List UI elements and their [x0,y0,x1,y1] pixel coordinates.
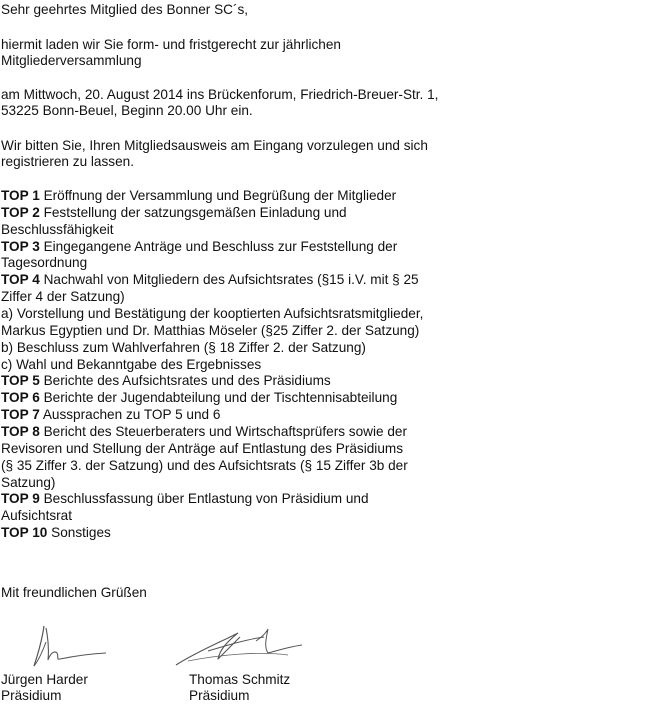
agenda-item-text: Revisoren und Stellung der Anträge auf Entlastung des Präsidiums [1,440,404,456]
date-place-line-2: 53225 Bonn-Beuel, Beginn 20.00 Uhr ein. [1,103,253,118]
agenda-item-text: Tagesordnung [1,255,88,271]
agenda-item-number: TOP 6 [1,390,40,406]
agenda-item-number: TOP 7 [1,407,40,423]
intro-line-1: hiermit laden wir Sie form- und fristgerecht zur jährlichen [1,37,341,52]
agenda-line [1,205,347,222]
agenda-item-text: Satzung) [1,474,56,490]
agenda-item-text: Feststellung der satzungsgemäßen Einladung und [39,204,347,220]
agenda-line [1,475,55,492]
agenda-item-number: TOP 8 [1,423,40,439]
signatory-name-2: Thomas Schmitz [189,672,291,687]
agenda-item-text: Beschlussfähigkeit [1,221,114,237]
agenda-item-text: c) Wahl und Bekanntgabe des Ergebnisses [1,356,262,372]
agenda-item-text: (§ 35 Ziffer 3. der Satzung) und des Aufsichtsrats (§ 15 Ziffer 3b der [1,457,408,473]
closing-greeting: Mit freundlichen Grüßen [1,585,147,600]
agenda-line [1,306,423,323]
agenda-line [1,340,366,357]
agenda-line [1,424,407,441]
agenda-item-text: Beschlussfassung über Entlastung von Präsidium und [39,491,369,507]
agenda-item-text: a) Vorstellung und Bestätigung der kooptierten Aufsichtsratsmitglieder, [1,306,424,321]
agenda-item-text: Aufsichtsrat [1,508,73,524]
agenda-line [1,272,419,289]
agenda-item-number: TOP 10 [1,525,48,540]
agenda-line [1,491,369,508]
agenda-item-number: TOP 3 [1,238,40,254]
agenda-line [1,255,87,272]
intro-line-2: Mitgliederversammlung [1,53,142,68]
agenda-line [1,239,397,256]
agenda-item-text: Berichte des Aufsichtsrates und des Präsidiums [39,373,331,389]
agenda-line [1,323,419,340]
agenda-item-text: Nachwahl von Mitgliedern des Aufsichtsrates (§15 i.V. mit § 25 [39,272,419,288]
agenda-line [1,390,397,407]
agenda-line [1,458,408,475]
agenda-item-text: Berichte der Jugendabteilung und der Tischtennisabteilung [39,390,398,406]
agenda-line [1,222,114,239]
agenda-item-text: Markus Egyptien und Dr. Matthias Möseler (§25 Ziffer 2. der Satzung) [1,322,420,338]
agenda-line [1,508,72,525]
agenda-line [1,289,125,306]
agenda-item-number: TOP 9 [1,491,40,507]
agenda-item-text: Ziffer 4 der Satzung) [1,289,125,305]
agenda-line [1,441,403,458]
signatory-role-1: Präsidium [1,688,62,703]
agenda-line [1,373,331,390]
request-line-2: registrieren zu lassen. [1,154,134,169]
agenda-item-text: Eingegangene Anträge und Beschluss zur Feststellung der [39,238,398,254]
agenda-line [1,407,220,424]
agenda-item-number: TOP 2 [1,204,40,220]
signatory-name-1: Jürgen Harder [1,672,88,687]
signature-thomas-schmitz [168,625,308,669]
agenda-line [1,357,261,374]
signatory-role-2: Präsidium [189,688,250,703]
signature-juergen-harder [30,620,110,672]
date-place-line-1: am Mittwoch, 20. August 2014 ins Brückenforum, Friedrich-Breuer-Str. 1, [1,87,439,102]
agenda-line [1,188,396,205]
agenda-item-text: Bericht des Steuerberaters und Wirtschaftsprüfers sowie der [39,423,407,439]
agenda-line [1,525,111,542]
salutation: Sehr geehrtes Mitglied des Bonner SC´s, [1,2,249,17]
agenda-item-text: Eröffnung der Versammlung und Begrüßung der Mitglieder [39,188,397,203]
request-line-1: Wir bitten Sie, Ihren Mitgliedsausweis am Eingang vorzulegen und sich [1,138,428,153]
agenda-item-text: Sonstiges [47,525,111,540]
agenda-item-text: b) Beschluss zum Wahlverfahren (§ 18 Ziffer 2. der Satzung) [1,339,366,355]
agenda-item-number: TOP 1 [1,188,40,203]
agenda-item-number: TOP 4 [1,272,40,288]
agenda-item-text: Aussprachen zu TOP 5 und 6 [39,407,221,423]
agenda-item-number: TOP 5 [1,373,40,389]
